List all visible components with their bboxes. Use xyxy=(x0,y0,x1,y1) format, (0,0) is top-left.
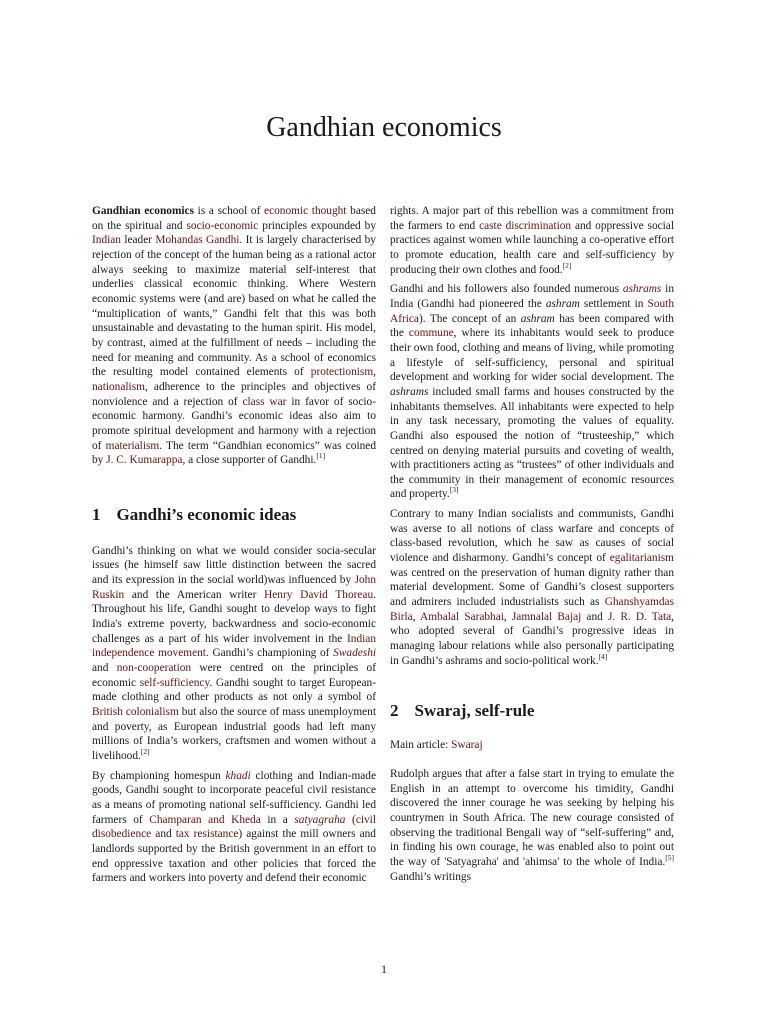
reference-link[interactable]: [2] xyxy=(562,260,572,270)
intro-text: leader xyxy=(120,234,156,247)
paragraph-text: ). The concept of an xyxy=(418,312,521,325)
link-caste-discrimination[interactable]: caste discrimination xyxy=(479,219,572,232)
intro-text: . The term “Gandhian economics” was coined by xyxy=(92,439,376,467)
intro-text: , adherence to the principles and objectives of nonviolence and a rejection of xyxy=(92,380,376,408)
paragraph-text: were centred on the principles of economic xyxy=(92,662,376,689)
intro-bold-term: Gandhian economics xyxy=(92,205,194,217)
paragraph-text: . Throughout his life, Gandhi sought to develop ways to fight India's extreme poverty, backwardness and socio-economic challenges as a part of his wider involvement in the xyxy=(92,588,376,645)
section-title: Gandhi’s economic ideas xyxy=(116,504,297,524)
link-ghanshyamdas-birla[interactable]: Ghanshyamdas Birla xyxy=(390,596,674,623)
section1-paragraph-3 xyxy=(390,204,674,277)
link-satyagraha[interactable]: satyagraha xyxy=(294,813,346,826)
link-self-sufficiency[interactable]: self-sufficiency xyxy=(139,676,210,689)
paragraph-text: and xyxy=(581,610,608,623)
intro-text: principles expounded by xyxy=(258,219,377,232)
reference-marker[interactable] xyxy=(665,853,674,862)
link-egalitarianism[interactable]: egalitarianism xyxy=(609,552,674,565)
link-swaraj[interactable]: Swaraj xyxy=(451,739,483,752)
right-column xyxy=(390,204,674,889)
paragraph-text: , xyxy=(412,610,421,623)
reference-marker[interactable] xyxy=(450,486,459,495)
paragraph-text: Gandhi and his followers also founded numerous xyxy=(390,283,623,296)
paragraph-text: ) against the mill owners and landlords supported by the British government in an effort to end oppressive taxation and other policies that forced the farmers and workers into poverty and defend their economic xyxy=(92,828,376,885)
reference-link[interactable]: [4] xyxy=(598,651,608,661)
intro-text: . It is largely characterised by rejection of the concept of the human being as a rational actor always seeking to maximize material self-interest that underlies classical economic thinking. Where Western economic systems were (and are) based on what he called the “multiplication of wants,” Gandhi felt that this was both unsustainable and devastating to the human spirit. His model, by contrast, aimed at the fulfillment of needs – including the need for meaning and community. As a school of economics the resulting model contained elements of xyxy=(92,234,376,379)
italic-term: ashram xyxy=(545,297,580,310)
link-materialism[interactable]: materialism xyxy=(105,439,160,452)
paragraph-text: and xyxy=(151,828,176,841)
paragraph-text: settlement in xyxy=(579,297,648,310)
section-number: 2 xyxy=(390,701,399,721)
intro-paragraph xyxy=(92,204,376,468)
link-tax-resistance[interactable]: tax resistance xyxy=(175,828,239,841)
link-non-cooperation[interactable]: non-cooperation xyxy=(116,662,192,675)
paragraph-text: . Gandhi’s championing of xyxy=(205,647,334,660)
intro-text: , a close supporter of Gandhi. xyxy=(182,454,317,467)
italic-term: ashrams xyxy=(390,385,429,398)
paragraph-text: Contrary to many Indian socialists and communists, Gandhi was averse to all notions of class warfare and concepts of class-based revolution, which he saw as causes of social violence and disharmony. Gandhi’s concept of xyxy=(390,508,674,565)
page-title: Gandhian economics xyxy=(266,112,502,143)
section-heading-swaraj xyxy=(390,700,674,722)
paragraph-text: Rudolph argues that after a false start in trying to emulate the English in an attempt to overcome his timidity, Gandhi discovered the inner courage he was seeking by helping his countrymen in South Africa. The new courage consisted of observing the traditional Bengali way of “self-suffering” and, in finding his own courage, he was enabled also to point out the way of 'Satyagraha' and 'ahimsa' to the whole of India. xyxy=(390,768,674,868)
paragraph-text: and oppressive social practices against women while launching a co-operative effort to promote education, health care and self-sufficiency by producing their own clothes and food. xyxy=(390,219,674,276)
section2-paragraph-1 xyxy=(390,767,674,884)
reference-link[interactable]: [1] xyxy=(316,451,326,461)
paragraph-text: , who adopted several of Gandhi’s progressive ideas in managing labour relations while also personally participating in Gandhi’s ashrams and socio-political work. xyxy=(390,610,675,667)
paragraph-text: . Gandhi sought to target European-made clothing and other products as not only a symbol of xyxy=(92,676,376,704)
link-ashrams[interactable]: ashrams xyxy=(622,283,662,296)
reference-marker[interactable] xyxy=(316,451,325,460)
link-jrd-tata[interactable]: J. R. D. Tata xyxy=(607,610,672,623)
link-indian[interactable]: Indian xyxy=(92,234,121,247)
intro-text: is a school of xyxy=(194,205,265,217)
link-economic-thought[interactable]: economic thought xyxy=(264,205,347,217)
paragraph-text: in India (Gandhi had pioneered the xyxy=(390,283,675,310)
section1-paragraph-5 xyxy=(390,507,674,668)
section-number: 1 xyxy=(92,504,101,524)
link-class-war[interactable]: class war xyxy=(242,395,287,408)
italic-term: ashram xyxy=(520,312,555,325)
paragraph-text: rights. A major part of this rebellion was a commitment from the farmers to end xyxy=(390,205,674,232)
link-kumarappa[interactable]: J. C. Kumarappa xyxy=(106,454,183,467)
paragraph-text: clothing and Indian-made goods, Gandhi sought to incorporate peaceful civil resistance as a means of promoting national self-sufficiency. Gandhi led farmers of xyxy=(92,769,377,826)
reference-marker[interactable] xyxy=(563,261,572,270)
paragraph-text: has been compared with the xyxy=(390,312,674,340)
link-mohandas-gandhi[interactable]: Mohandas Gandhi xyxy=(155,234,240,247)
paragraph-text: Gandhi’s writings xyxy=(390,870,471,883)
paragraph-text: By championing homespun xyxy=(92,769,226,782)
section-title: Swaraj, self-rule xyxy=(414,701,535,721)
page-number: 1 xyxy=(381,962,387,976)
paragraph-text: , xyxy=(503,610,512,623)
paragraph-text: but also the source of mass unemployment and poverty, as European industrial goods had left many millions of India’s workers, craftsmen and women without a livelihood. xyxy=(92,706,376,762)
link-british-colonialism[interactable]: British colonialism xyxy=(92,706,179,719)
link-ambalal-sarabhai[interactable]: Ambalal Sarabhai xyxy=(420,610,504,623)
reference-marker[interactable] xyxy=(599,652,608,661)
link-swadeshi[interactable]: Swadeshi xyxy=(333,647,377,660)
section1-paragraph-4 xyxy=(390,282,674,502)
intro-text: based on the spiritual and xyxy=(92,205,376,232)
section1-paragraph-1 xyxy=(92,544,376,764)
intro-text: , xyxy=(373,366,376,379)
link-henry-david-thoreau[interactable]: Henry David Thoreau xyxy=(264,588,374,601)
link-champaran-and-kheda[interactable]: Champaran and Kheda xyxy=(149,813,261,826)
paragraph-text: , where its inhabitants would seek to produce their own food, clothing and means of living, while promoting a lifestyle of self-sufficiency, personal and spiritual development and working for wider social development. The xyxy=(390,327,674,384)
paragraph-text: ( xyxy=(345,813,356,826)
link-civil-disobedience[interactable]: civil disobedience xyxy=(92,813,376,841)
link-khadi[interactable]: khadi xyxy=(225,769,251,782)
main-article-note xyxy=(390,738,674,753)
intro-text: in favor of socio-economic harmony. Gandhi’s economic ideas also aim to promote spiritual development and harmony with a rejection of xyxy=(92,395,376,452)
link-indian-independence-movement[interactable]: Indian independence movement xyxy=(92,632,376,660)
link-commune[interactable]: commune xyxy=(408,327,454,340)
paragraph-text: was centred on the preservation of human dignity rather than material development. Some of Gandhi’s closest supporters and admirers included industrialists such as xyxy=(390,566,674,609)
reference-link[interactable]: [5] xyxy=(665,853,674,863)
paragraph-text: in a xyxy=(260,813,295,826)
link-john-ruskin[interactable]: John Ruskin xyxy=(92,574,376,601)
left-column xyxy=(92,204,376,891)
link-socio-economic[interactable]: socio-economic xyxy=(186,219,259,232)
reference-marker[interactable] xyxy=(141,747,150,756)
link-south-africa[interactable]: South Africa xyxy=(390,297,675,325)
section1-paragraph-2 xyxy=(92,769,376,886)
link-protectionism[interactable]: protectionism xyxy=(310,366,374,379)
link-jamnalal-bajaj[interactable]: Jamnalal Bajaj xyxy=(511,610,582,623)
reference-link[interactable]: [2] xyxy=(140,747,150,757)
paragraph-text: Gandhi’s thinking on what we would consider socia-secular issues (he himself saw little distinction between the sacred and its expression in the social world)was influenced by xyxy=(92,544,376,587)
main-article-label: Main article: xyxy=(390,739,452,752)
reference-link[interactable]: [3] xyxy=(449,485,459,495)
paragraph-text: included small farms and houses constructed by the inhabitants themselves. All inhabitants were expected to help in any task necessary, promoting the values of equality. Gandhi also espoused the notion of “trusteeship,” which centred on denying material pursuits and coveting of wealth, with practitioners acting as “trustees” of other individuals and the community in their management of economic resources and property. xyxy=(390,385,674,501)
paragraph-text: and the American writer xyxy=(124,588,265,601)
section-heading-gandhis-economic-ideas xyxy=(92,504,376,526)
paragraph-text: and xyxy=(92,662,117,675)
link-nationalism[interactable]: nationalism xyxy=(92,380,145,393)
